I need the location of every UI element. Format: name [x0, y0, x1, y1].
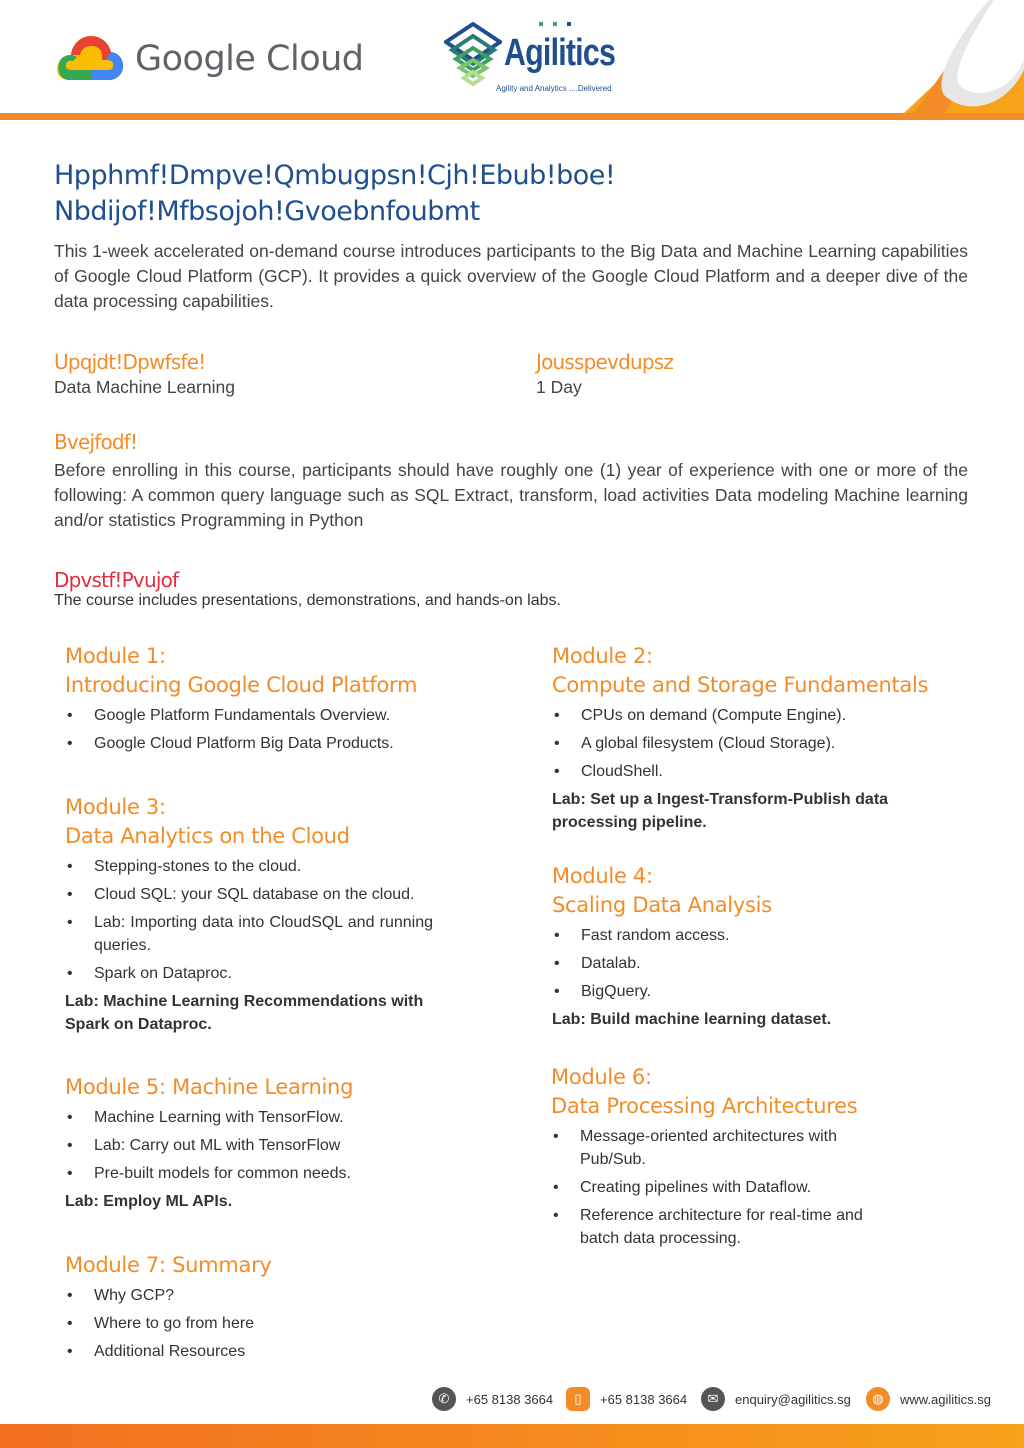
module-6 — [551, 1063, 891, 1255]
intro-paragraph: This 1-week accelerated on-demand course introduces participants to the Big Data and Machine Learning capabilities of Google Cloud Platform (GCP). It provides a quick overview of the Google Cloud Platform and a deeper dive of the data processing capabilities. — [54, 241, 968, 311]
footer-phone[interactable]: ▯ +65 8138 3664 — [566, 1387, 687, 1411]
list-item: • Google Platform Fundamentals Overview. — [67, 707, 391, 724]
list-item: • Cloud SQL: your SQL database on the cloud. — [67, 886, 415, 903]
list-item: • Datalab. — [554, 955, 641, 972]
agilitics-wordmark: Agilitics — [504, 32, 616, 74]
module-5-lab: Lab: Employ ML APIs. — [65, 1193, 233, 1210]
phone-icon: ▯ — [566, 1387, 590, 1411]
footer-email[interactable]: ✉ enquiry@agilitics.sg — [701, 1387, 851, 1411]
list-item: • Where to go from here — [67, 1315, 255, 1332]
footer-whatsapp[interactable]: ✆ +65 8138 3664 — [432, 1387, 553, 1411]
globe-icon: ◍ — [866, 1387, 890, 1411]
list-item: • Fast random access. — [554, 927, 730, 944]
list-item: • Spark on Dataproc. — [67, 965, 232, 982]
topics-heading: Upqjdt!Dpwfsfe! — [54, 350, 206, 374]
list-item: • Google Cloud Platform Big Data Products. — [67, 735, 394, 752]
module-4-title: Module 4: — [552, 864, 653, 888]
list-item: • A global filesystem (Cloud Storage). — [554, 735, 836, 752]
module-4-subtitle: Scaling Data Analysis — [552, 893, 772, 917]
module-5 — [65, 1073, 445, 1213]
agilitics-tagline: Agility and Analytics ....Delivered — [496, 84, 612, 93]
list-item: • BigQuery. — [554, 983, 651, 1000]
module-1 — [65, 642, 445, 760]
agilitics-logo — [444, 22, 616, 99]
list-item: • Reference architecture for real-time and batch data processing. — [553, 1207, 863, 1247]
module-3 — [65, 793, 433, 1036]
duration-value: 1 Day — [536, 377, 582, 397]
list-item: • Lab: Importing data into CloudSQL and running queries. — [67, 914, 433, 954]
list-item: • Lab: Carry out ML with TensorFlow — [67, 1137, 341, 1154]
module-1-title: Module 1: — [65, 644, 166, 668]
list-item: • Creating pipelines with Dataflow. — [553, 1179, 812, 1196]
duration-heading: Jousspevdupsz — [536, 350, 674, 374]
module-2-title: Module 2: — [552, 644, 653, 668]
google-cloud-logo — [55, 30, 364, 88]
module-5-title: Module 5: Machine Learning — [65, 1075, 354, 1099]
outline-heading: Dpvstf!Pvujof — [54, 568, 179, 592]
footer-bar — [0, 1424, 1024, 1448]
footer-website[interactable]: ◍ www.agilitics.sg — [866, 1387, 991, 1411]
audience-heading: Bvejfodf! — [54, 430, 138, 454]
module-4 — [552, 862, 952, 1031]
list-item: • Why GCP? — [67, 1287, 175, 1304]
duration-section — [536, 350, 673, 398]
module-6-title: Module 6: — [551, 1065, 652, 1089]
page-title-line-2: Nbdijof!Mfbsojoh!Gvoebnfoubmt — [54, 196, 480, 227]
google-cloud-icon — [55, 30, 125, 88]
email-icon: ✉ — [701, 1387, 725, 1411]
module-1-subtitle: Introducing Google Cloud Platform — [65, 673, 418, 697]
module-7 — [65, 1251, 445, 1368]
module-3-title: Module 3: — [65, 795, 166, 819]
topics-value: Data Machine Learning — [54, 377, 235, 397]
module-2 — [552, 642, 957, 834]
list-item: • Machine Learning with TensorFlow. — [67, 1109, 344, 1126]
agilitics-icon — [444, 22, 502, 94]
list-item: • Message-oriented architectures with Pub/Sub. — [553, 1128, 838, 1168]
list-item: • Pre-built models for common needs. — [67, 1165, 351, 1182]
whatsapp-icon: ✆ — [432, 1387, 456, 1411]
module-2-subtitle: Compute and Storage Fundamentals — [552, 673, 929, 697]
topics-section — [54, 350, 235, 398]
agilitics-dots — [539, 22, 579, 26]
module-4-lab: Lab: Build machine learning dataset. — [552, 1011, 832, 1028]
audience-text: Before enrolling in this course, participants should have roughly one (1) year of experience with one or more of the following: A common query language such as SQL Extract, transform, load activities Data modeling Machine learning and/or statistics Programming in Python — [54, 460, 968, 530]
module-7-title: Module 7: Summary — [65, 1253, 272, 1277]
outline-section — [54, 568, 968, 610]
audience-section — [54, 430, 968, 533]
page-title — [54, 158, 974, 230]
module-6-subtitle: Data Processing Architectures — [551, 1094, 858, 1118]
list-item: • Stepping-stones to the cloud. — [67, 858, 302, 875]
module-3-subtitle: Data Analytics on the Cloud — [65, 824, 350, 848]
module-3-lab: Lab: Machine Learning Recommendations with Spark on Dataproc. — [65, 993, 424, 1033]
header-divider — [0, 113, 1024, 120]
list-item: • Additional Resources — [67, 1343, 246, 1360]
corner-decoration — [764, 0, 1024, 120]
module-2-lab: Lab: Set up a Ingest-Transform-Publish data processing pipeline. — [552, 791, 889, 831]
list-item: • CloudShell. — [554, 763, 663, 780]
list-item: • CPUs on demand (Compute Engine). — [554, 707, 847, 724]
outline-text: The course includes presentations, demonstrations, and hands-on labs. — [54, 592, 561, 609]
google-cloud-wordmark: Google Cloud — [135, 39, 364, 79]
page-title-line-1: Hpphmf!Dmpve!Qmbugpsn!Cjh!Ebub!boe! — [54, 160, 616, 191]
